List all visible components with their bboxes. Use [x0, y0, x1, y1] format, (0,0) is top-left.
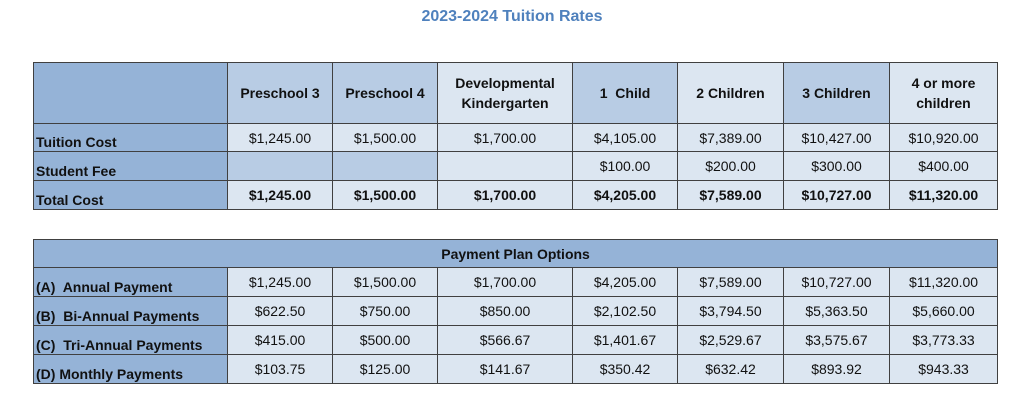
header-4-or-more-children: 4 or more children	[890, 63, 998, 124]
row-label-tuition-cost: Tuition Cost	[34, 124, 228, 152]
table-cell: $893.92	[784, 355, 890, 384]
table-cell: $4,105.00	[573, 124, 678, 152]
row-label-total-cost: Total Cost	[34, 181, 228, 210]
row-label-student-fee: Student Fee	[34, 152, 228, 181]
table-cell	[228, 152, 333, 181]
table-cell	[333, 152, 438, 181]
table-cell: $2,102.50	[573, 297, 678, 326]
table-cell: $500.00	[333, 326, 438, 355]
plans-title-row	[34, 240, 998, 268]
row-label-annual-payment: (A) Annual Payment	[34, 268, 228, 297]
table-cell: $400.00	[890, 152, 998, 181]
table-cell: $200.00	[678, 152, 784, 181]
header-developmental-kindergarten: Developmental Kindergarten	[438, 63, 573, 124]
table-cell: $850.00	[438, 297, 573, 326]
row-label-bi-annual-payments: (B) Bi-Annual Payments	[34, 297, 228, 326]
table-cell: $3,773.33	[890, 326, 998, 355]
table-cell: $415.00	[228, 326, 333, 355]
table-cell: $11,320.00	[890, 268, 998, 297]
row-label-tri-annual-payments: (C) Tri-Annual Payments	[34, 326, 228, 355]
table-row	[34, 355, 998, 384]
payment-plan-options-title: Payment Plan Options	[34, 240, 998, 268]
table-cell: $4,205.00	[573, 181, 678, 210]
page-title: 2023-2024 Tuition Rates	[421, 8, 603, 25]
table-cell: $3,575.67	[784, 326, 890, 355]
table-cell: $1,245.00	[228, 124, 333, 152]
table-cell: $7,389.00	[678, 124, 784, 152]
table-cell: $7,589.00	[678, 181, 784, 210]
table-cell: $11,320.00	[890, 181, 998, 210]
table-cell: $5,363.50	[784, 297, 890, 326]
tuition-rates-table	[33, 62, 998, 210]
table-cell: $10,427.00	[784, 124, 890, 152]
table-cell: $10,920.00	[890, 124, 998, 152]
table-cell: $943.33	[890, 355, 998, 384]
table-cell: $632.42	[678, 355, 784, 384]
table-cell: $1,245.00	[228, 181, 333, 210]
table-cell: $1,500.00	[333, 181, 438, 210]
payment-plans-table	[33, 239, 998, 384]
table-cell: $622.50	[228, 297, 333, 326]
table-cell: $750.00	[333, 297, 438, 326]
table-row	[34, 152, 998, 181]
header-preschool-3: Preschool 3	[228, 63, 333, 124]
table-cell: $103.75	[228, 355, 333, 384]
row-label-monthly-payments: (D) Monthly Payments	[34, 355, 228, 384]
table-cell: $300.00	[784, 152, 890, 181]
table-cell: $100.00	[573, 152, 678, 181]
table-cell: $1,700.00	[438, 124, 573, 152]
table-cell: $1,245.00	[228, 268, 333, 297]
table-cell	[438, 152, 573, 181]
table-row	[34, 326, 998, 355]
table-cell: $566.67	[438, 326, 573, 355]
table-cell: $4,205.00	[573, 268, 678, 297]
table-cell: $1,700.00	[438, 268, 573, 297]
table-cell: $1,700.00	[438, 181, 573, 210]
table-cell: $10,727.00	[784, 268, 890, 297]
rates-header-row	[34, 63, 998, 124]
table-cell: $1,401.67	[573, 326, 678, 355]
corner-cell	[34, 63, 228, 124]
table-cell: $1,500.00	[333, 124, 438, 152]
table-cell: $5,660.00	[890, 297, 998, 326]
table-cell: $3,794.50	[678, 297, 784, 326]
table-row	[34, 124, 998, 152]
table-cell: $10,727.00	[784, 181, 890, 210]
header-2-children: 2 Children	[678, 63, 784, 124]
table-row	[34, 268, 998, 297]
header-3-children: 3 Children	[784, 63, 890, 124]
table-row	[34, 297, 998, 326]
header-preschool-4: Preschool 4	[333, 63, 438, 124]
table-cell: $1,500.00	[333, 268, 438, 297]
table-cell: $2,529.67	[678, 326, 784, 355]
table-cell: $141.67	[438, 355, 573, 384]
table-row	[34, 181, 998, 210]
header-1-child: 1 Child	[573, 63, 678, 124]
table-cell: $350.42	[573, 355, 678, 384]
table-cell: $125.00	[333, 355, 438, 384]
table-cell: $7,589.00	[678, 268, 784, 297]
